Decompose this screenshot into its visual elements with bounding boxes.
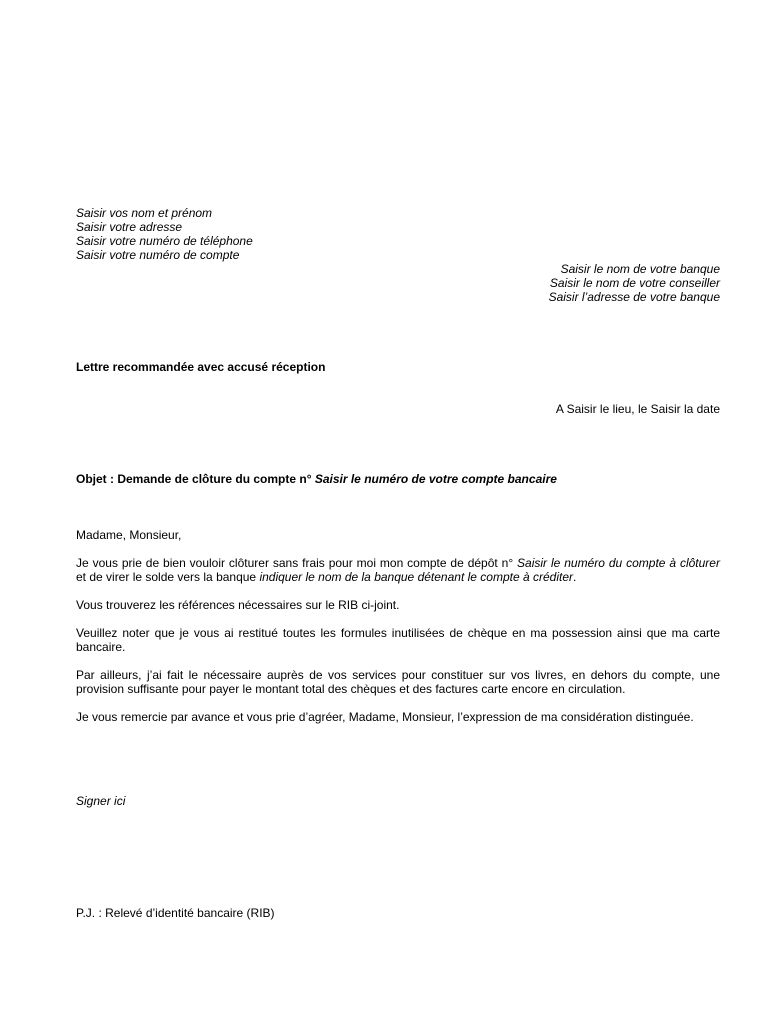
salutation: Madame, Monsieur, xyxy=(76,528,182,542)
subject-account-placeholder: Saisir le numéro de votre compte bancaire xyxy=(314,472,557,486)
p1-text-2: et de virer le solde vers la banque xyxy=(76,570,260,584)
p1-placeholder-account: Saisir le numéro du compte à clôturer xyxy=(517,556,720,570)
body-paragraph-2: Vous trouverez les références nécessaires sur le RIB ci-joint. xyxy=(76,598,400,612)
recipient-block xyxy=(76,262,720,304)
signature-placeholder: Signer ici xyxy=(76,794,126,808)
body-paragraph-3: Veuillez noter que je vous ai restitué toutes les formules inutilisées de chèque en ma possession ainsi que ma carte bancaire. xyxy=(76,626,720,654)
sender-name: Saisir vos nom et prénom xyxy=(76,206,213,220)
body-paragraph-4: Par ailleurs, j’ai fait le nécessaire auprès de vos services pour constituer sur vos livres, en dehors du compte, une provision suffisante pour payer le montant total des chèques et des factures carte encore en circulation. xyxy=(76,668,720,696)
subject-line xyxy=(76,472,720,486)
recipient-advisor-name: Saisir le nom de votre conseiller xyxy=(549,276,720,290)
place-date xyxy=(76,402,720,416)
signature-block xyxy=(76,794,720,808)
p1-text-end: . xyxy=(573,570,577,584)
subject-prefix: Objet : Demande de clôture du compte n° xyxy=(76,472,315,486)
sender-account: Saisir votre numéro de compte xyxy=(76,248,240,262)
attachment-text: P.J. : Relevé d’identité bancaire (RIB) xyxy=(76,906,275,920)
mention-text: Lettre recommandée avec accusé réception xyxy=(76,360,326,374)
recipient-bank-name: Saisir le nom de votre banque xyxy=(560,262,720,276)
sender-phone: Saisir votre numéro de téléphone xyxy=(76,234,253,248)
sender-block xyxy=(76,206,720,262)
body-paragraph-5: Je vous remercie par avance et vous prie d’agréer, Madame, Monsieur, l’expression de ma considération distinguée. xyxy=(76,710,694,724)
p1-text-1: Je vous prie de bien vouloir clôturer sans frais pour moi mon compte de dépôt n° xyxy=(76,556,518,570)
p1-placeholder-bank: indiquer le nom de la banque détenant le compte à créditer xyxy=(259,570,573,584)
recipient-bank-address: Saisir l’adresse de votre banque xyxy=(548,290,720,304)
place-date-text: A Saisir le lieu, le Saisir la date xyxy=(555,402,720,416)
sender-address: Saisir votre adresse xyxy=(76,220,183,234)
attachment-note xyxy=(76,906,720,920)
body-paragraph-1 xyxy=(76,556,720,584)
letter-body xyxy=(76,528,720,724)
registered-mail-mention xyxy=(76,360,720,374)
